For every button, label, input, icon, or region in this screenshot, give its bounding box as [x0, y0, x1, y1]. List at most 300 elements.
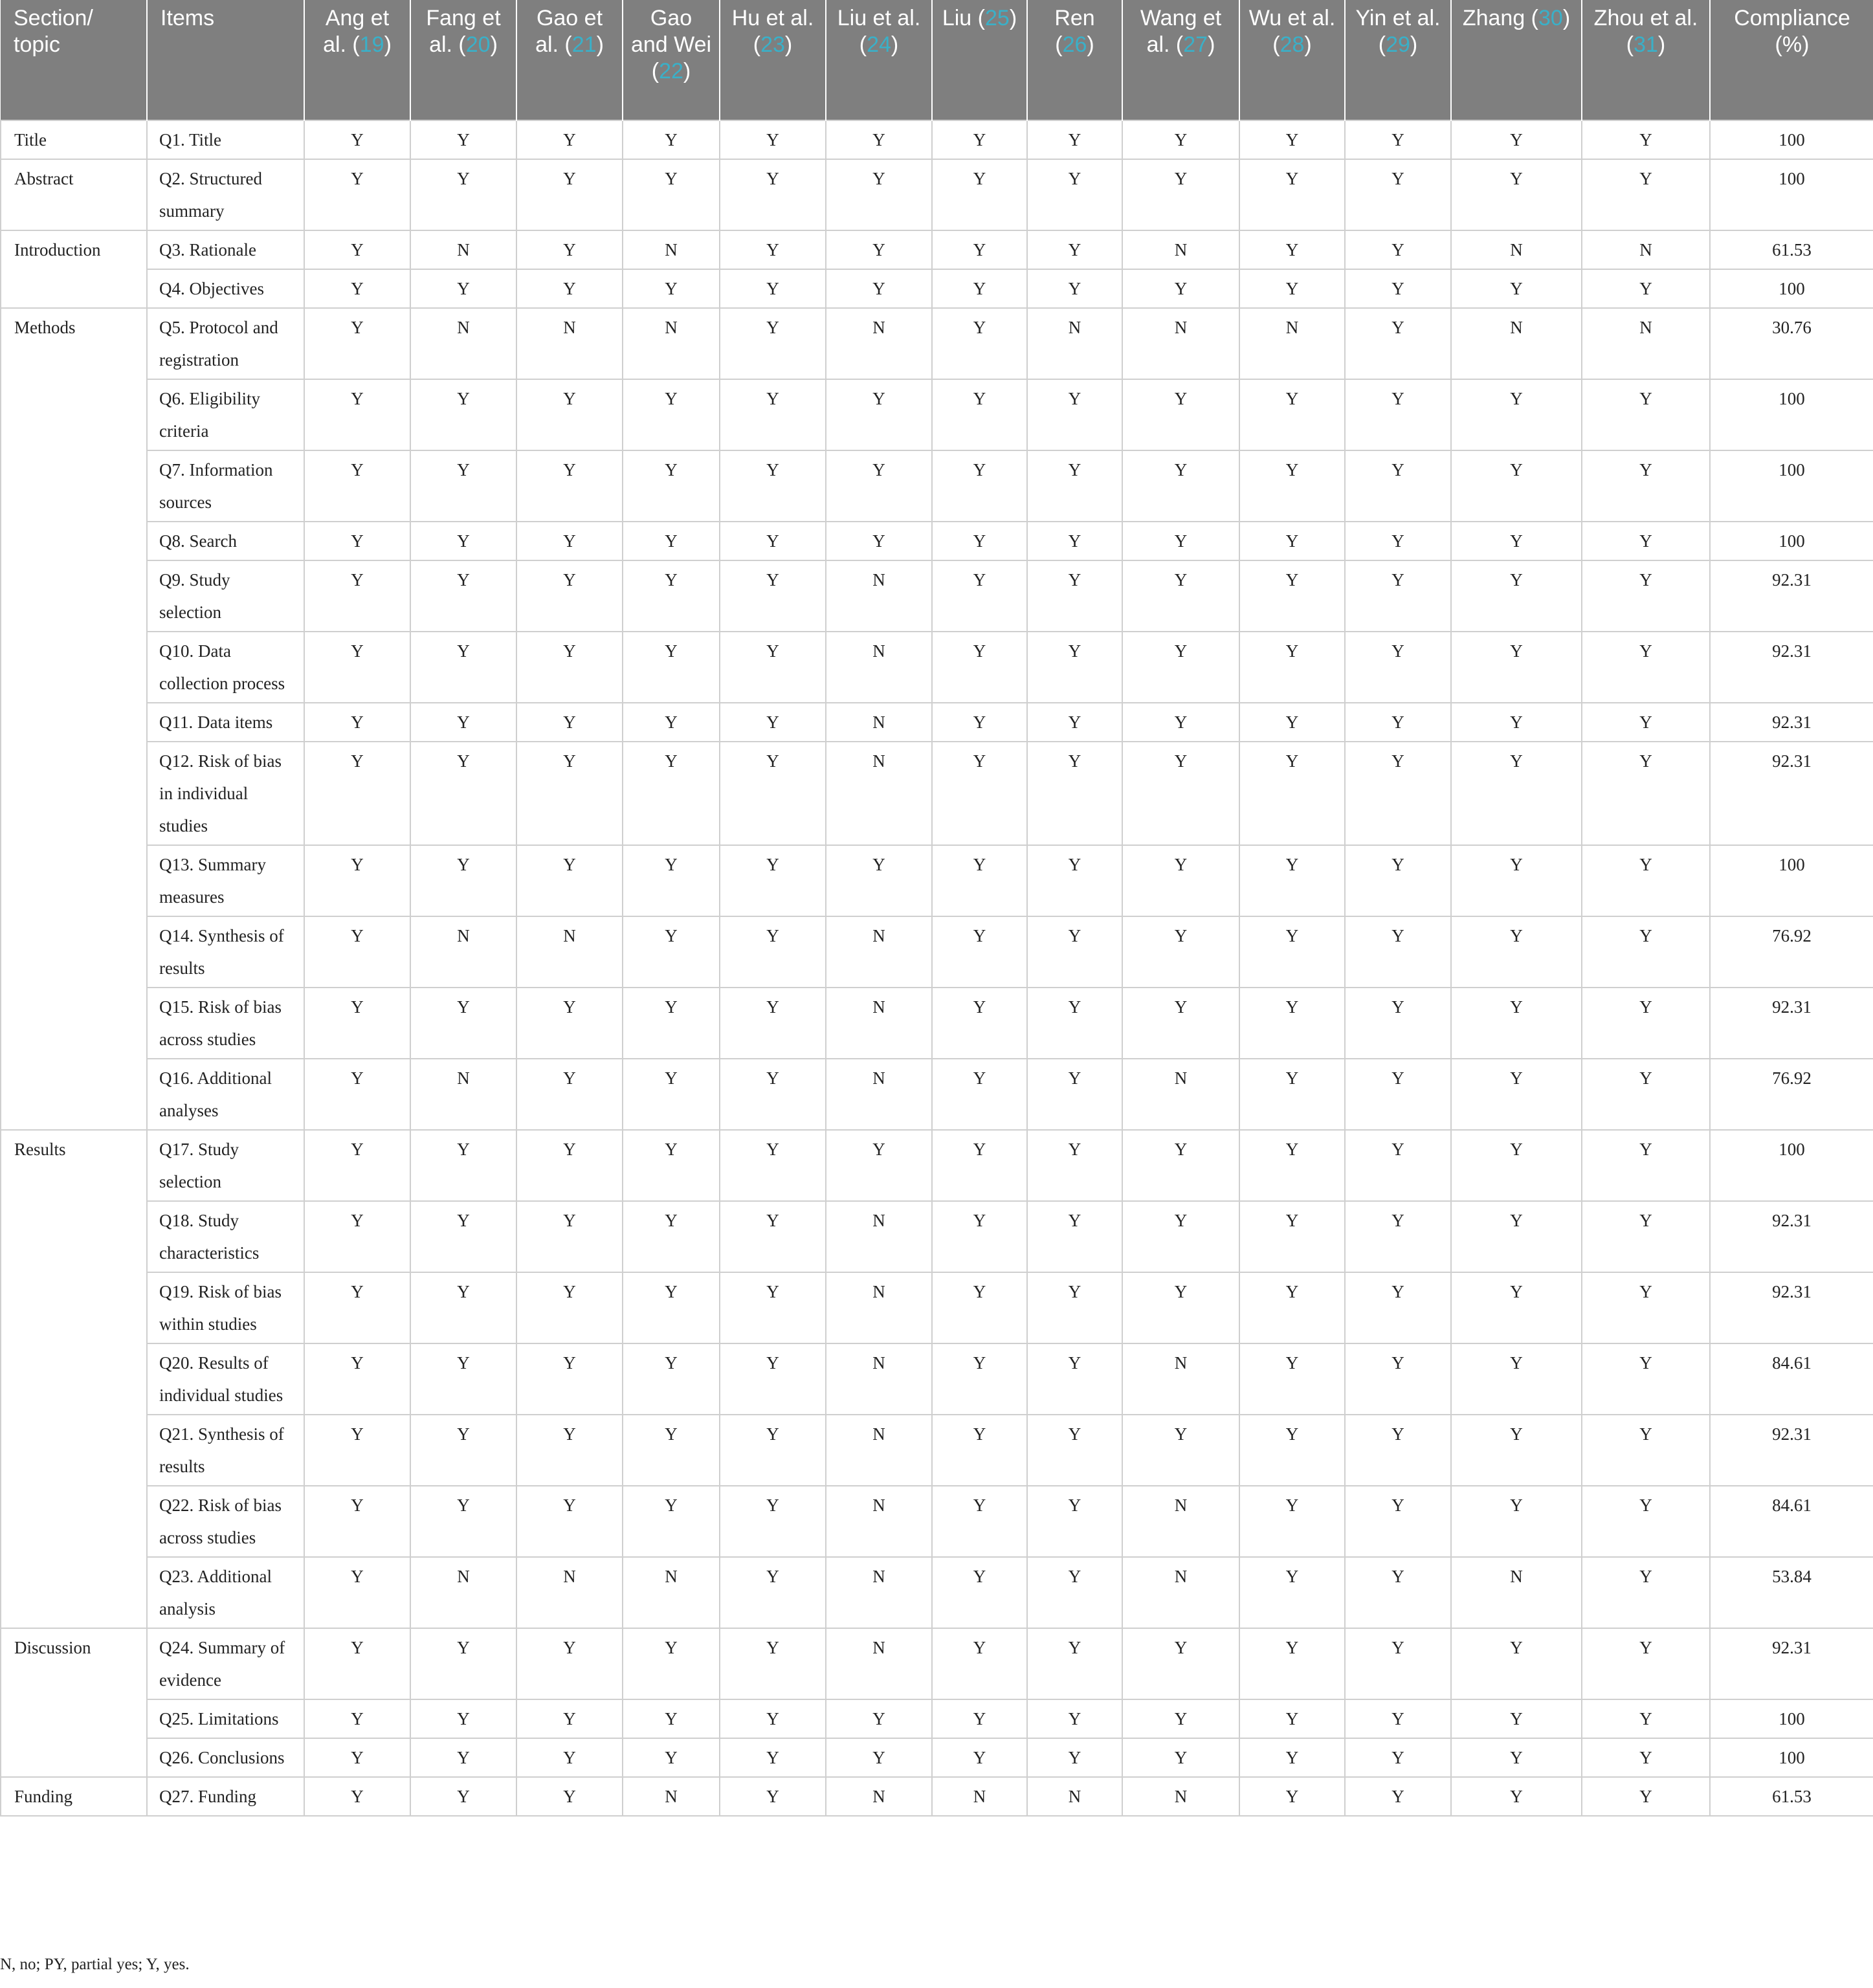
column-header-label: Compliance (%): [1734, 6, 1850, 57]
rating-cell: Y: [410, 845, 516, 916]
rating-cell: Y: [1239, 450, 1345, 522]
rating-cell: N: [1122, 1777, 1239, 1816]
rating-cell: N: [1122, 308, 1239, 379]
rating-cell: Y: [623, 988, 720, 1059]
rating-cell: Y: [1345, 1343, 1451, 1415]
rating-cell: Y: [1239, 522, 1345, 560]
rating-cell: Y: [410, 632, 516, 703]
rating-cell: Y: [304, 1201, 410, 1272]
rating-cell: Y: [623, 1343, 720, 1415]
rating-cell: Y: [1582, 1699, 1710, 1738]
rating-cell: Y: [826, 450, 932, 522]
section-cell: [1, 1486, 147, 1557]
rating-cell: Y: [410, 379, 516, 450]
rating-cell: Y: [304, 379, 410, 450]
reference-link[interactable]: 20: [465, 32, 491, 57]
rating-cell: N: [623, 1777, 720, 1816]
reference-close: ): [1562, 6, 1571, 30]
rating-cell: Y: [1027, 1130, 1122, 1201]
section-cell: [1, 742, 147, 845]
rating-cell: Y: [1122, 1738, 1239, 1777]
column-header: [826, 0, 932, 120]
table-row: [1, 522, 1873, 560]
rating-cell: Y: [1239, 1343, 1345, 1415]
table-row: [1, 379, 1873, 450]
section-cell: [1, 1059, 147, 1130]
rating-cell: Y: [410, 1486, 516, 1557]
rating-cell: N: [410, 230, 516, 269]
rating-cell: Y: [826, 1738, 932, 1777]
rating-cell: Y: [516, 1272, 623, 1343]
rating-cell: Y: [932, 845, 1027, 916]
item-cell: Q8. Search: [147, 522, 304, 560]
rating-cell: Y: [932, 1738, 1027, 1777]
rating-cell: Y: [516, 988, 623, 1059]
rating-cell: Y: [720, 1628, 826, 1699]
rating-cell: Y: [720, 703, 826, 742]
rating-cell: Y: [1582, 742, 1710, 845]
rating-cell: Y: [410, 522, 516, 560]
column-header-label: Gao and Wei (: [630, 6, 712, 83]
rating-cell: Y: [1239, 1130, 1345, 1201]
compliance-cell: 61.53: [1710, 1777, 1873, 1816]
rating-cell: Y: [410, 742, 516, 845]
compliance-cell: 92.31: [1710, 988, 1873, 1059]
reference-link[interactable]: 22: [659, 59, 683, 83]
rating-cell: Y: [1582, 703, 1710, 742]
item-cell: Q22. Risk of bias across studies: [147, 1486, 304, 1557]
item-cell: Q1. Title: [147, 120, 304, 159]
rating-cell: Y: [1027, 916, 1122, 988]
rating-cell: Y: [932, 1486, 1027, 1557]
rating-cell: Y: [516, 230, 623, 269]
section-cell: [1, 1415, 147, 1486]
rating-cell: N: [826, 703, 932, 742]
rating-cell: Y: [1345, 1628, 1451, 1699]
rating-cell: Y: [516, 1343, 623, 1415]
reference-close: ): [1208, 32, 1215, 57]
reference-close: ): [683, 59, 691, 83]
rating-cell: N: [623, 230, 720, 269]
rating-cell: N: [826, 1486, 932, 1557]
compliance-cell: 100: [1710, 379, 1873, 450]
rating-cell: Y: [304, 1699, 410, 1738]
column-header-label: Liu et al. (: [837, 6, 921, 57]
rating-cell: Y: [1582, 379, 1710, 450]
compliance-cell: 84.61: [1710, 1343, 1873, 1415]
rating-cell: Y: [826, 230, 932, 269]
rating-cell: Y: [720, 1130, 826, 1201]
rating-cell: Y: [932, 632, 1027, 703]
rating-cell: Y: [304, 845, 410, 916]
table-row: [1, 845, 1873, 916]
section-cell: [1, 522, 147, 560]
rating-cell: Y: [1027, 1557, 1122, 1628]
rating-cell: Y: [1239, 632, 1345, 703]
rating-cell: Y: [304, 560, 410, 632]
rating-cell: Y: [1582, 1201, 1710, 1272]
rating-cell: Y: [1582, 1738, 1710, 1777]
rating-cell: Y: [304, 703, 410, 742]
rating-cell: Y: [304, 269, 410, 308]
section-cell: Results: [1, 1130, 147, 1201]
rating-cell: Y: [516, 1628, 623, 1699]
rating-cell: Y: [720, 1415, 826, 1486]
section-cell: [1, 1699, 147, 1738]
rating-cell: Y: [1345, 308, 1451, 379]
rating-cell: Y: [720, 742, 826, 845]
rating-cell: Y: [1451, 1415, 1582, 1486]
rating-cell: Y: [1345, 1557, 1451, 1628]
rating-cell: N: [1027, 308, 1122, 379]
rating-cell: Y: [1451, 269, 1582, 308]
rating-cell: Y: [304, 159, 410, 230]
rating-cell: Y: [1027, 1059, 1122, 1130]
column-header-label: Zhou et al. (: [1593, 6, 1698, 57]
rating-cell: Y: [826, 845, 932, 916]
table-row: [1, 230, 1873, 269]
rating-cell: Y: [1582, 522, 1710, 560]
rating-cell: Y: [516, 269, 623, 308]
column-header-label: Gao et al. (: [535, 6, 603, 57]
rating-cell: Y: [410, 120, 516, 159]
reference-close: ): [891, 32, 899, 57]
rating-cell: Y: [516, 1130, 623, 1201]
rating-cell: Y: [1122, 1415, 1239, 1486]
section-cell: Title: [1, 120, 147, 159]
rating-cell: N: [1122, 1059, 1239, 1130]
reference-link[interactable]: 31: [1634, 32, 1658, 57]
rating-cell: Y: [1239, 845, 1345, 916]
reference-link[interactable]: 30: [1538, 6, 1563, 30]
rating-cell: Y: [932, 308, 1027, 379]
rating-cell: N: [932, 1777, 1027, 1816]
rating-cell: Y: [932, 1272, 1027, 1343]
reference-close: ): [1410, 32, 1418, 57]
rating-cell: Y: [304, 1343, 410, 1415]
item-cell: Q27. Funding: [147, 1777, 304, 1816]
rating-cell: Y: [1027, 522, 1122, 560]
rating-cell: Y: [1451, 632, 1582, 703]
item-cell: Q13. Summary measures: [147, 845, 304, 916]
item-cell: Q20. Results of individual studies: [147, 1343, 304, 1415]
reference-link[interactable]: 27: [1183, 32, 1208, 57]
reference-link[interactable]: 19: [359, 32, 384, 57]
item-cell: Q25. Limitations: [147, 1699, 304, 1738]
rating-cell: Y: [516, 1699, 623, 1738]
rating-cell: Y: [516, 1201, 623, 1272]
rating-cell: Y: [410, 988, 516, 1059]
item-cell: Q23. Additional analysis: [147, 1557, 304, 1628]
column-header: [410, 0, 516, 120]
rating-cell: Y: [932, 1557, 1027, 1628]
item-cell: Q16. Additional analyses: [147, 1059, 304, 1130]
rating-cell: Y: [1345, 1415, 1451, 1486]
rating-cell: N: [826, 1272, 932, 1343]
reference-link[interactable]: 21: [571, 32, 597, 57]
column-header: [720, 0, 826, 120]
rating-cell: Y: [516, 159, 623, 230]
rating-cell: Y: [304, 1059, 410, 1130]
rating-cell: N: [826, 916, 932, 988]
rating-cell: Y: [720, 120, 826, 159]
rating-cell: Y: [932, 450, 1027, 522]
rating-cell: Y: [1582, 988, 1710, 1059]
rating-cell: Y: [516, 560, 623, 632]
compliance-cell: 92.31: [1710, 1415, 1873, 1486]
rating-cell: Y: [1451, 988, 1582, 1059]
rating-cell: Y: [1027, 845, 1122, 916]
compliance-cell: 100: [1710, 1738, 1873, 1777]
rating-cell: Y: [826, 522, 932, 560]
table-row: [1, 1777, 1873, 1816]
rating-cell: Y: [623, 916, 720, 988]
rating-cell: Y: [932, 1415, 1027, 1486]
rating-cell: Y: [1345, 742, 1451, 845]
rating-cell: Y: [1239, 159, 1345, 230]
item-cell: Q6. Eligibility criteria: [147, 379, 304, 450]
reference-close: ): [1304, 32, 1312, 57]
table-row: [1, 159, 1873, 230]
table-row: [1, 1628, 1873, 1699]
column-header: [1239, 0, 1345, 120]
rating-cell: Y: [623, 1130, 720, 1201]
rating-cell: Y: [516, 1059, 623, 1130]
rating-cell: N: [516, 916, 623, 988]
column-header-label: Liu (: [942, 6, 985, 30]
rating-cell: N: [1582, 230, 1710, 269]
rating-cell: Y: [1239, 1628, 1345, 1699]
column-header: [1582, 0, 1710, 120]
table-row: [1, 120, 1873, 159]
rating-cell: Y: [304, 916, 410, 988]
reference-link[interactable]: 29: [1386, 32, 1410, 57]
table-body: [1, 120, 1873, 1816]
reference-close: ): [1009, 6, 1017, 30]
column-header: [304, 0, 410, 120]
table-row: [1, 269, 1873, 308]
column-header-label: Hu et al. (: [731, 6, 814, 57]
rating-cell: Y: [1582, 916, 1710, 988]
rating-cell: Y: [1451, 1777, 1582, 1816]
rating-cell: Y: [1027, 159, 1122, 230]
item-cell: Q18. Study characteristics: [147, 1201, 304, 1272]
rating-cell: Y: [1122, 632, 1239, 703]
rating-cell: Y: [1122, 1272, 1239, 1343]
rating-cell: Y: [1122, 988, 1239, 1059]
rating-cell: Y: [1345, 1059, 1451, 1130]
rating-cell: Y: [1122, 560, 1239, 632]
section-cell: [1, 916, 147, 988]
compliance-cell: 92.31: [1710, 703, 1873, 742]
rating-cell: Y: [1345, 1486, 1451, 1557]
rating-cell: Y: [623, 1272, 720, 1343]
item-cell: Q2. Structured summary: [147, 159, 304, 230]
rating-cell: Y: [1027, 1272, 1122, 1343]
rating-cell: Y: [932, 742, 1027, 845]
rating-cell: Y: [410, 450, 516, 522]
rating-cell: Y: [932, 379, 1027, 450]
rating-cell: Y: [1451, 1201, 1582, 1272]
rating-cell: Y: [1451, 1343, 1582, 1415]
rating-cell: N: [1122, 1343, 1239, 1415]
column-header: [1345, 0, 1451, 120]
rating-cell: Y: [1027, 269, 1122, 308]
rating-cell: N: [1239, 308, 1345, 379]
rating-cell: Y: [932, 120, 1027, 159]
column-header-label: Yin et al. (: [1355, 6, 1441, 57]
rating-cell: Y: [516, 1486, 623, 1557]
table-row: [1, 632, 1873, 703]
rating-cell: Y: [1122, 120, 1239, 159]
column-header-label: Zhang (: [1462, 6, 1539, 30]
rating-cell: Y: [1582, 1628, 1710, 1699]
rating-cell: Y: [826, 120, 932, 159]
rating-cell: Y: [304, 742, 410, 845]
reference-link[interactable]: 26: [1062, 32, 1087, 57]
rating-cell: N: [826, 988, 932, 1059]
table-row: [1, 1415, 1873, 1486]
section-cell: Abstract: [1, 159, 147, 230]
item-cell: Q15. Risk of bias across studies: [147, 988, 304, 1059]
rating-cell: Y: [623, 560, 720, 632]
rating-cell: Y: [1345, 845, 1451, 916]
rating-cell: Y: [304, 1486, 410, 1557]
rating-cell: Y: [1239, 988, 1345, 1059]
rating-cell: Y: [932, 269, 1027, 308]
rating-cell: Y: [304, 522, 410, 560]
rating-cell: Y: [1122, 269, 1239, 308]
rating-cell: Y: [1345, 632, 1451, 703]
item-cell: Q12. Risk of bias in individual studies: [147, 742, 304, 845]
table-row: [1, 916, 1873, 988]
rating-cell: Y: [1451, 742, 1582, 845]
rating-cell: Y: [623, 1201, 720, 1272]
rating-cell: Y: [720, 988, 826, 1059]
rating-cell: Y: [1582, 1777, 1710, 1816]
compliance-cell: 100: [1710, 120, 1873, 159]
table-row: [1, 1738, 1873, 1777]
item-cell: Q21. Synthesis of results: [147, 1415, 304, 1486]
rating-cell: Y: [410, 703, 516, 742]
rating-cell: Y: [1451, 1486, 1582, 1557]
rating-cell: Y: [1451, 120, 1582, 159]
table-footnote: N, no; PY, partial yes; Y, yes.: [0, 1956, 190, 1973]
rating-cell: Y: [516, 1777, 623, 1816]
rating-cell: Y: [1027, 1486, 1122, 1557]
rating-cell: Y: [623, 522, 720, 560]
section-cell: [1, 450, 147, 522]
rating-cell: Y: [720, 269, 826, 308]
column-header-label: Ren (: [1054, 6, 1095, 57]
rating-cell: Y: [1451, 1738, 1582, 1777]
reference-link[interactable]: 23: [760, 32, 785, 57]
rating-cell: N: [826, 308, 932, 379]
item-cell: Q11. Data items: [147, 703, 304, 742]
table-row: [1, 988, 1873, 1059]
rating-cell: Y: [932, 1059, 1027, 1130]
section-cell: [1, 988, 147, 1059]
rating-cell: N: [1122, 230, 1239, 269]
rating-cell: N: [826, 1628, 932, 1699]
rating-cell: Y: [1239, 1557, 1345, 1628]
rating-cell: Y: [720, 159, 826, 230]
rating-cell: Y: [826, 159, 932, 230]
rating-cell: Y: [1027, 379, 1122, 450]
table-header-row: [1, 0, 1873, 120]
rating-cell: Y: [1239, 1415, 1345, 1486]
reference-close: ): [384, 32, 392, 57]
rating-cell: Y: [1345, 120, 1451, 159]
rating-cell: Y: [1345, 916, 1451, 988]
compliance-cell: 53.84: [1710, 1557, 1873, 1628]
rating-cell: Y: [1451, 159, 1582, 230]
compliance-cell: 100: [1710, 845, 1873, 916]
rating-cell: Y: [304, 1738, 410, 1777]
reference-link[interactable]: 28: [1280, 32, 1305, 57]
rating-cell: Y: [1122, 450, 1239, 522]
rating-cell: Y: [932, 230, 1027, 269]
rating-cell: Y: [1451, 560, 1582, 632]
rating-cell: Y: [1122, 522, 1239, 560]
rating-cell: Y: [1582, 1486, 1710, 1557]
rating-cell: Y: [720, 1557, 826, 1628]
rating-cell: Y: [304, 1557, 410, 1628]
compliance-cell: 100: [1710, 1699, 1873, 1738]
rating-cell: N: [410, 308, 516, 379]
rating-cell: Y: [1239, 560, 1345, 632]
rating-cell: Y: [932, 703, 1027, 742]
rating-cell: Y: [720, 1059, 826, 1130]
reference-link[interactable]: 25: [984, 6, 1010, 30]
rating-cell: Y: [1122, 1628, 1239, 1699]
rating-cell: Y: [623, 742, 720, 845]
item-cell: Q10. Data collection process: [147, 632, 304, 703]
rating-cell: N: [516, 308, 623, 379]
reference-link[interactable]: 24: [867, 32, 891, 57]
rating-cell: Y: [932, 1699, 1027, 1738]
rating-cell: N: [826, 632, 932, 703]
column-header-label: Wang et al. (: [1140, 6, 1222, 57]
column-header-label: Wu et al. (: [1248, 6, 1336, 57]
rating-cell: Y: [623, 1628, 720, 1699]
rating-cell: Y: [1451, 1130, 1582, 1201]
rating-cell: Y: [623, 1699, 720, 1738]
rating-cell: Y: [1122, 742, 1239, 845]
rating-cell: Y: [410, 1738, 516, 1777]
item-cell: Q7. Information sources: [147, 450, 304, 522]
rating-cell: Y: [304, 1415, 410, 1486]
compliance-cell: 30.76: [1710, 308, 1873, 379]
rating-cell: Y: [1345, 1738, 1451, 1777]
rating-cell: Y: [304, 230, 410, 269]
rating-cell: N: [826, 560, 932, 632]
rating-cell: Y: [1345, 379, 1451, 450]
rating-cell: Y: [1582, 560, 1710, 632]
compliance-cell: 100: [1710, 522, 1873, 560]
rating-cell: Y: [1345, 1272, 1451, 1343]
rating-cell: N: [826, 1557, 932, 1628]
rating-cell: N: [1451, 308, 1582, 379]
table-row: [1, 450, 1873, 522]
rating-cell: Y: [932, 159, 1027, 230]
rating-cell: N: [410, 916, 516, 988]
rating-cell: Y: [516, 632, 623, 703]
rating-cell: Y: [516, 522, 623, 560]
rating-cell: Y: [304, 308, 410, 379]
rating-cell: Y: [1122, 379, 1239, 450]
rating-cell: Y: [304, 450, 410, 522]
